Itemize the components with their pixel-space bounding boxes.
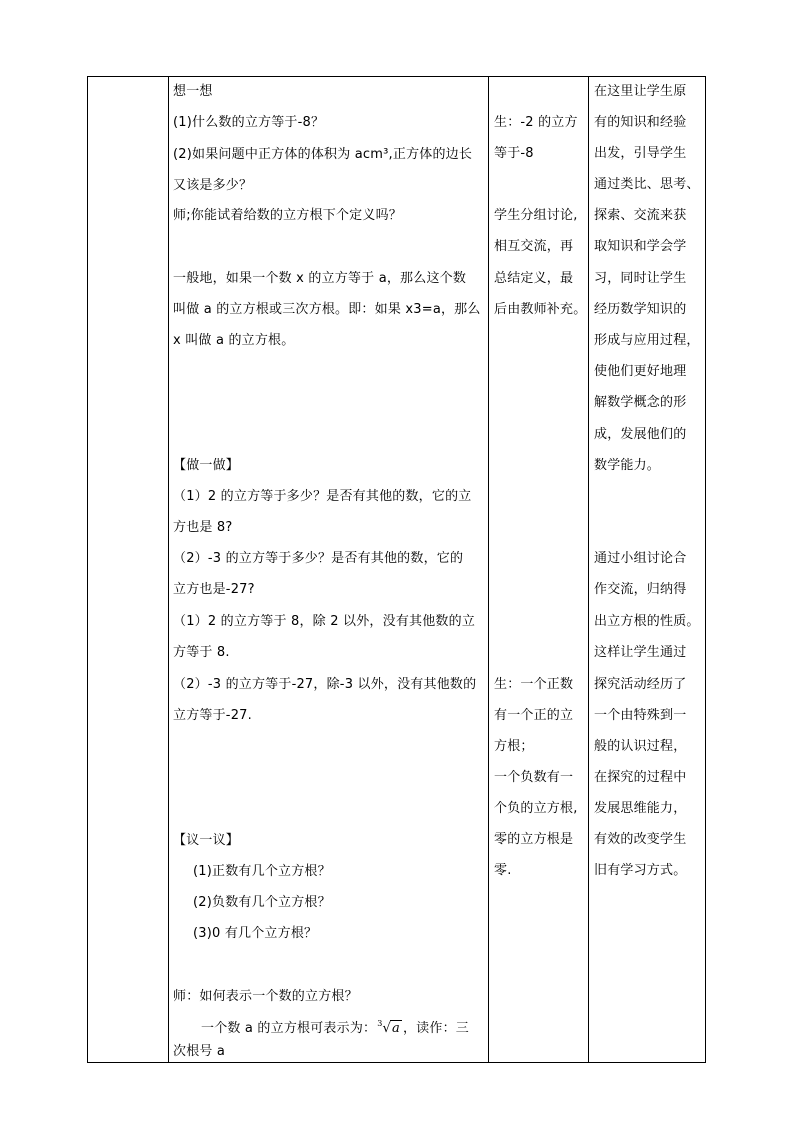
intent-1-line-7: 习，同时让学生	[594, 271, 687, 286]
intent-2-line-6: 一个由特殊到一	[594, 708, 687, 723]
intent-2-line-5: 探究活动经历了	[594, 677, 687, 692]
intent-1-line-13: 数学能力。	[594, 458, 661, 473]
notation-line-1	[201, 1020, 469, 1038]
teacher-prompt-definition: 师;你能试着给数的立方根下个定义吗？	[173, 208, 402, 223]
notation-line-1-prefix: 一个数 a 的立方根可表示为：	[201, 1021, 377, 1036]
column-divider-2	[488, 76, 489, 1063]
do-answer-2-line-2: 立方等于-27.	[173, 708, 252, 723]
student-answer-1-line-2: 等于-8	[494, 146, 534, 161]
intent-1-line-12: 成，发展他们的	[594, 427, 687, 442]
intent-2-line-7: 般的认识过程，	[594, 739, 687, 754]
intent-1-line-8: 经历数学知识的	[594, 302, 687, 317]
radical-argument: a	[392, 1021, 400, 1036]
intent-2-line-9: 发展思维能力，	[594, 801, 687, 816]
intent-1-line-2: 有的知识和经验	[594, 115, 687, 130]
discuss-heading: 【议一议】	[173, 833, 240, 848]
student-answer-2-line-1: 生：一个正数	[494, 677, 574, 692]
lesson-table	[87, 76, 706, 1063]
student-activity-line-1: 学生分组讨论,	[494, 208, 578, 223]
do-question-1-line-1: （1）2 的立方等于多少？是否有其他的数，它的立	[173, 489, 472, 504]
student-activity-line-3: 总结定义，最	[494, 271, 574, 286]
discuss-question-1: (1)正数有几个立方根？	[193, 864, 331, 879]
student-answer-2-line-6: 零的立方根是	[494, 832, 574, 847]
student-answer-2-line-7: 零.	[494, 863, 512, 878]
intent-1-line-1: 在这里让学生原	[594, 84, 687, 99]
column-divider-1	[168, 76, 169, 1063]
think-question-1: (1)什么数的立方等于-8？	[173, 115, 325, 130]
radical-index: 3	[377, 1019, 383, 1028]
do-question-1-line-2: 方也是 8?	[173, 520, 233, 535]
student-activity-line-4: 后由教师补充。	[494, 302, 587, 317]
definition-line-3: x 叫做 a 的立方根。	[173, 333, 295, 348]
teacher-prompt-notation: 师：如何表示一个数的立方根？	[173, 989, 358, 1004]
do-answer-1-line-2: 方等于 8.	[173, 645, 230, 660]
cube-root-symbol: $^3$√a	[377, 1019, 400, 1036]
intent-1-line-11: 解数学概念的形	[594, 395, 687, 410]
student-answer-2-line-2: 有一个正的立	[494, 708, 574, 723]
intent-1-line-9: 形成与应用过程，	[594, 333, 700, 348]
discuss-question-2: (2)负数有几个立方根？	[193, 895, 331, 910]
student-activity-line-2: 相互交流，再	[494, 239, 574, 254]
intent-2-line-11: 旧有学习方式。	[594, 863, 687, 878]
intent-2-line-4: 这样让学生通过	[594, 645, 687, 660]
do-question-2-line-1: （2）-3 的立方等于多少？是否有其他的数，它的	[173, 551, 464, 566]
intent-1-line-6: 取知识和学会学	[594, 239, 687, 254]
intent-1-line-4: 通过类比、思考、	[594, 177, 700, 192]
definition-line-2: 叫做 a 的立方根或三次方根。即：如果 x3=a，那么	[173, 302, 481, 317]
intent-2-line-10: 有效的改变学生	[594, 832, 687, 847]
student-answer-2-line-5: 个负的立方根,	[494, 801, 578, 816]
do-heading: 【做一做】	[173, 458, 240, 473]
definition-line-1: 一般地，如果一个数 x 的立方等于 a，那么这个数	[173, 271, 467, 286]
do-answer-2-line-1: （2）-3 的立方等于-27，除-3 以外，没有其他数的	[173, 677, 477, 692]
column-divider-3	[588, 76, 589, 1063]
intent-2-line-1: 通过小组讨论合	[594, 551, 687, 566]
intent-1-line-10: 使他们更好地理	[594, 364, 687, 379]
think-question-2-line-2: 又该是多少？	[173, 178, 253, 193]
student-answer-1-line-1: 生：-2 的立方	[494, 115, 578, 130]
student-answer-2-line-3: 方根；	[494, 739, 534, 754]
notation-line-1-suffix: ，读作：三	[402, 1021, 469, 1036]
intent-2-line-3: 出立方根的性质。	[594, 614, 700, 629]
discuss-question-3: (3)0 有几个立方根？	[193, 926, 318, 941]
intent-2-line-8: 在探究的过程中	[594, 770, 687, 785]
think-heading: 想一想	[173, 84, 213, 99]
intent-1-line-5: 探索、交流来获	[594, 208, 687, 223]
think-question-2-line-1: (2)如果问题中正方体的体积为 acm³,正方体的边长	[173, 147, 473, 162]
intent-2-line-2: 作交流，归纳得	[594, 582, 687, 597]
intent-1-line-3: 出发，引导学生	[594, 146, 687, 161]
notation-line-2: 次根号 a	[173, 1044, 226, 1059]
student-answer-2-line-4: 一个负数有一	[494, 770, 574, 785]
do-answer-1-line-1: （1）2 的立方等于 8，除 2 以外，没有其他数的立	[173, 614, 476, 629]
do-question-2-line-2: 立方也是-27?	[173, 582, 255, 597]
